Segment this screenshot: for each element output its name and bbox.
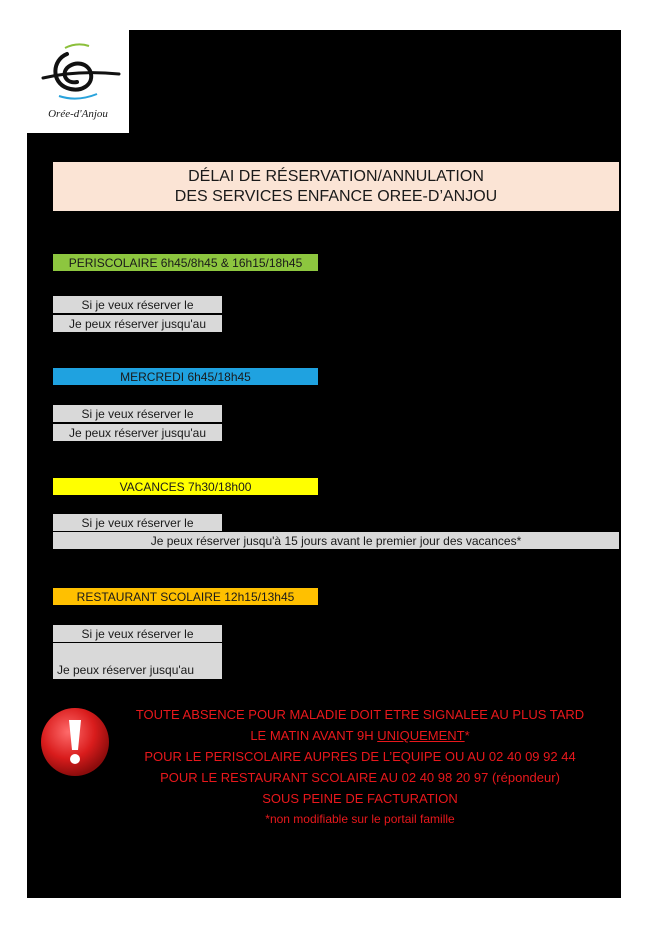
section-label-periscolaire: PERISCOLAIRE 6h45/8h45 & 16h15/18h45	[53, 254, 318, 271]
warning-line-4: POUR LE RESTAURANT SCOLAIRE AU 02 40 98 20 97 (répondeur)	[160, 770, 560, 785]
absence-warning	[110, 704, 610, 830]
periscolaire-deadline-label: Je peux réserver jusqu'au	[53, 315, 222, 332]
warning-line-3: POUR LE PERISCOLAIRE AUPRES DE L’EQUIPE OU AU 02 40 09 92 44	[144, 749, 576, 764]
mercredi-deadline-label: Je peux réserver jusqu'au	[53, 424, 222, 441]
vacances-deadline-label: Je peux réserver jusqu'à 15 jours avant le premier jour des vacances*	[53, 532, 619, 549]
section-label-vacances: VACANCES 7h30/18h00	[53, 478, 318, 495]
warning-footnote: *non modifiable sur le portail famille	[265, 812, 455, 826]
vacances-reserve-label: Si je veux réserver le	[53, 514, 222, 531]
title-line-2: DES SERVICES ENFANCE OREE-D’ANJOU	[174, 187, 498, 205]
mercredi-reserve-label: Si je veux réserver le	[53, 405, 222, 422]
section-label-restaurant: RESTAURANT SCOLAIRE 12h15/13h45	[53, 588, 318, 605]
warning-line-5: SOUS PEINE DE FACTURATION	[262, 791, 458, 806]
logo	[27, 30, 129, 133]
restaurant-reserve-label: Si je veux réserver le	[53, 625, 222, 642]
warning-icon	[39, 706, 111, 783]
warning-line-1: TOUTE ABSENCE POUR MALADIE DOIT ETRE SIGNALEE AU PLUS TARD	[135, 707, 585, 722]
logo-wordmark: Orée-d'Anjou	[48, 108, 108, 120]
section-label-mercredi: MERCREDI 6h45/18h45	[53, 368, 318, 385]
page-title	[53, 162, 619, 211]
title-line-1: DÉLAI DE RÉSERVATION/ANNULATION	[188, 167, 484, 185]
warning-line-2: LE MATIN AVANT 9H UNIQUEMENT*	[250, 728, 470, 743]
restaurant-deadline-label: Je peux réserver jusqu'au	[53, 643, 222, 679]
periscolaire-reserve-label: Si je veux réserver le	[53, 296, 222, 313]
